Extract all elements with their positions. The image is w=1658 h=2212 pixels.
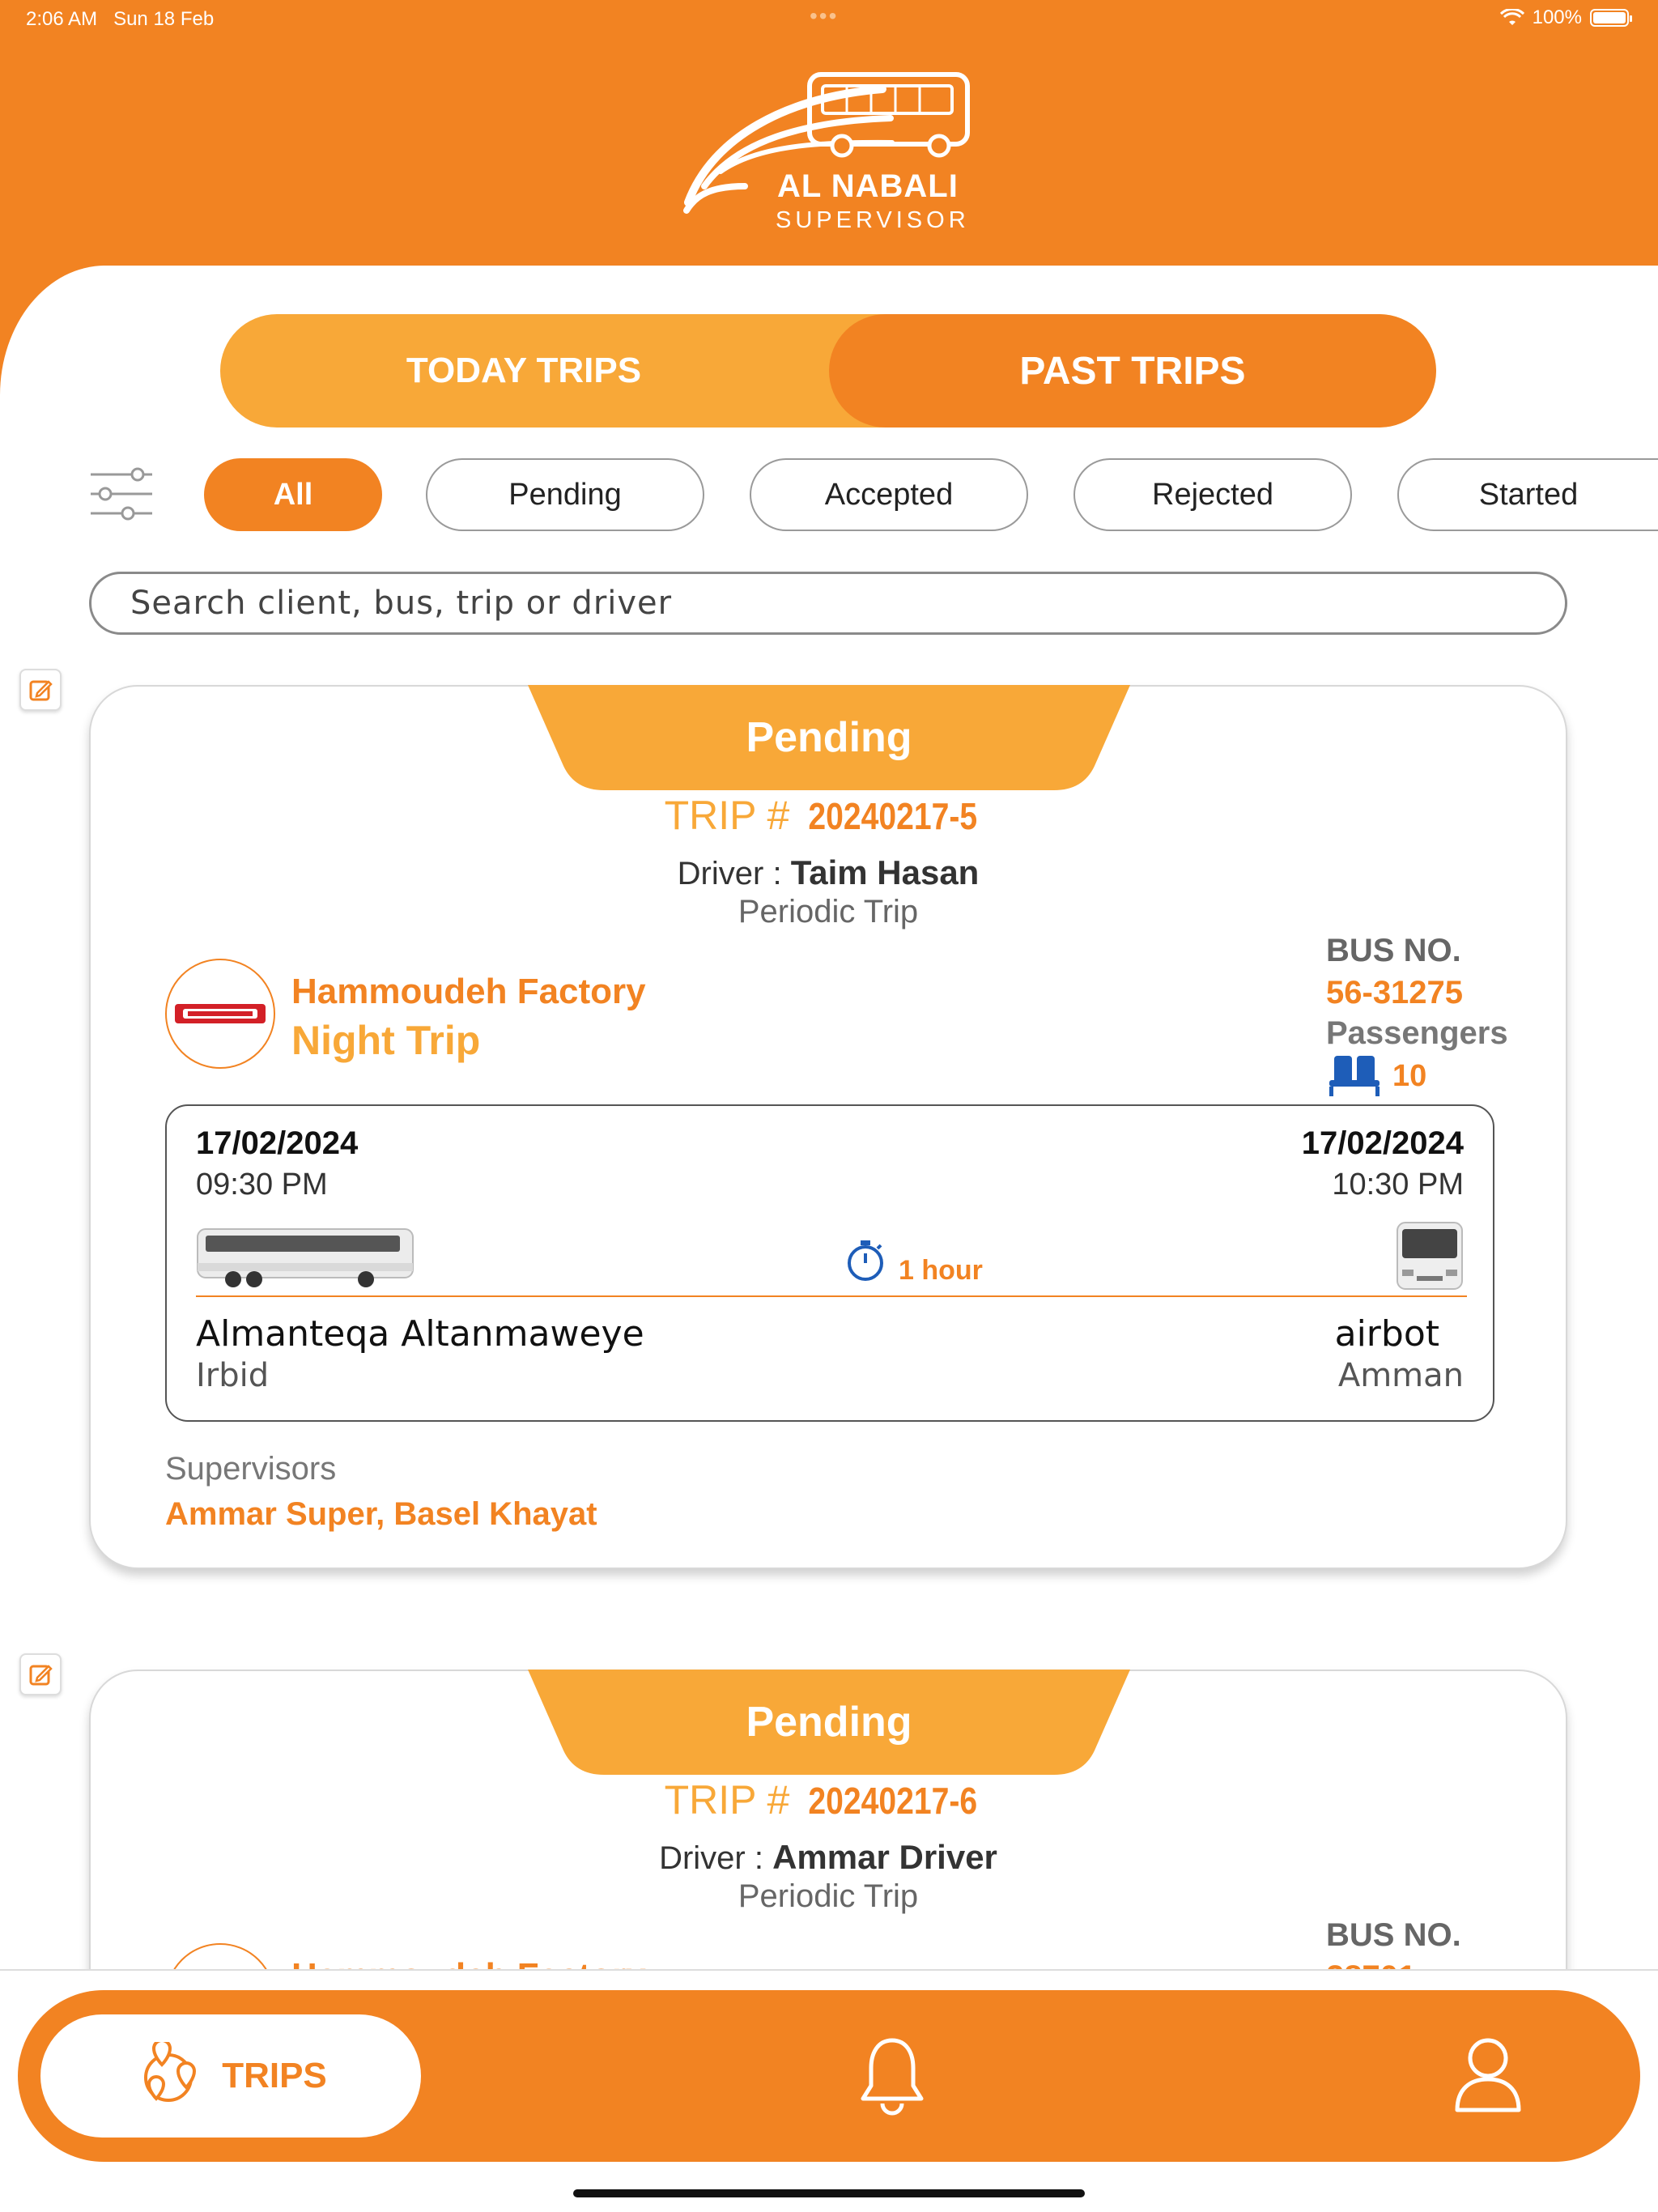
nav-trips-button[interactable] (40, 2014, 421, 2138)
trip-duration: 1 hour (899, 1255, 983, 1286)
brand-subtitle: SUPERVISOR (776, 207, 970, 233)
brand-title: AL NABALI (777, 168, 959, 204)
trip-prefix: TRIP # (664, 793, 790, 838)
trip-type: Periodic Trip (738, 1878, 919, 1914)
seat-icon (1326, 1053, 1383, 1098)
from-city: Irbid (196, 1357, 270, 1394)
driver-name: Taim Hasan (790, 853, 980, 891)
header-curve (0, 266, 105, 395)
trip-prefix: TRIP # (664, 1777, 790, 1823)
tab-today-trips[interactable]: TODAY TRIPS (406, 351, 642, 390)
trip-number: 20240217-5 (808, 795, 977, 837)
filter-chip-rejected[interactable]: Rejected (1073, 458, 1352, 531)
multitask-dots[interactable]: ••• (810, 3, 839, 28)
wifi-icon (1500, 9, 1524, 27)
client-logo (165, 959, 275, 1069)
trip-type: Periodic Trip (738, 894, 919, 929)
supervisors-label: Supervisors (165, 1451, 337, 1487)
bus-number-label: BUS NO. (1326, 933, 1461, 968)
status-bar-right (1500, 6, 1629, 29)
driver-line (91, 1838, 1566, 1877)
bell-icon[interactable] (860, 2035, 925, 2116)
filter-chip-all[interactable]: All (204, 458, 382, 531)
bus-number-label: BUS NO. (1326, 1917, 1461, 1953)
search-input[interactable] (89, 572, 1567, 635)
client-trip-name: Night Trip (291, 1018, 481, 1063)
client-name: Hammoudeh Factory (291, 972, 646, 1011)
start-time: 09:30 PM (196, 1168, 328, 1202)
driver-name: Ammar Driver (772, 1838, 997, 1876)
status-tab (528, 685, 1130, 790)
passengers-count: 10 (1392, 1059, 1427, 1093)
battery-icon (1590, 9, 1629, 27)
trip-number-line (91, 1776, 1566, 1823)
to-city: Amman (1337, 1357, 1464, 1394)
trips-tab-switcher (220, 314, 1436, 428)
start-date: 17/02/2024 (196, 1125, 359, 1161)
bus-front-icon (1392, 1219, 1467, 1294)
stopwatch-icon (845, 1239, 886, 1283)
filter-chip-started[interactable]: Started (1397, 458, 1658, 531)
status-label: Pending (746, 714, 912, 761)
route-divider (196, 1295, 1467, 1297)
nav-trips-label: TRIPS (222, 2056, 327, 2095)
user-icon[interactable] (1454, 2035, 1522, 2113)
filter-sliders-icon[interactable] (87, 465, 155, 523)
driver-line (91, 853, 1566, 892)
tab-past-trips[interactable]: PAST TRIPS (829, 314, 1436, 428)
driver-label: Driver : (659, 1840, 763, 1876)
to-place: airbot (1334, 1313, 1439, 1355)
map-pin-icon (134, 2042, 202, 2110)
driver-label: Driver : (677, 856, 782, 891)
trip-card[interactable] (89, 685, 1567, 1569)
edit-trip-button[interactable] (19, 1653, 62, 1695)
trip-number: 20240217-6 (808, 1780, 977, 1822)
edit-trip-button[interactable] (19, 669, 62, 711)
status-tab (528, 1670, 1130, 1775)
battery-percent: 100% (1532, 6, 1582, 28)
edit-icon (28, 1661, 53, 1687)
bus-side-icon (196, 1224, 416, 1292)
home-indicator[interactable] (573, 2189, 1085, 2197)
filter-chip-accepted[interactable]: Accepted (750, 458, 1028, 531)
trip-number-line (91, 792, 1566, 839)
status-label: Pending (746, 1699, 912, 1746)
route-box (165, 1104, 1494, 1422)
filter-chip-pending[interactable]: Pending (426, 458, 704, 531)
from-place: Almanteqa Altanmaweye (196, 1313, 644, 1355)
end-time: 10:30 PM (1332, 1168, 1464, 1202)
edit-icon (28, 677, 53, 703)
passengers-label: Passengers (1326, 1015, 1508, 1051)
status-bar-time: 2:06 AM Sun 18 Feb (26, 8, 215, 30)
bus-number: 56-31275 (1326, 975, 1464, 1010)
supervisors-names: Ammar Super, Basel Khayat (165, 1496, 597, 1532)
end-date: 17/02/2024 (1301, 1125, 1464, 1161)
